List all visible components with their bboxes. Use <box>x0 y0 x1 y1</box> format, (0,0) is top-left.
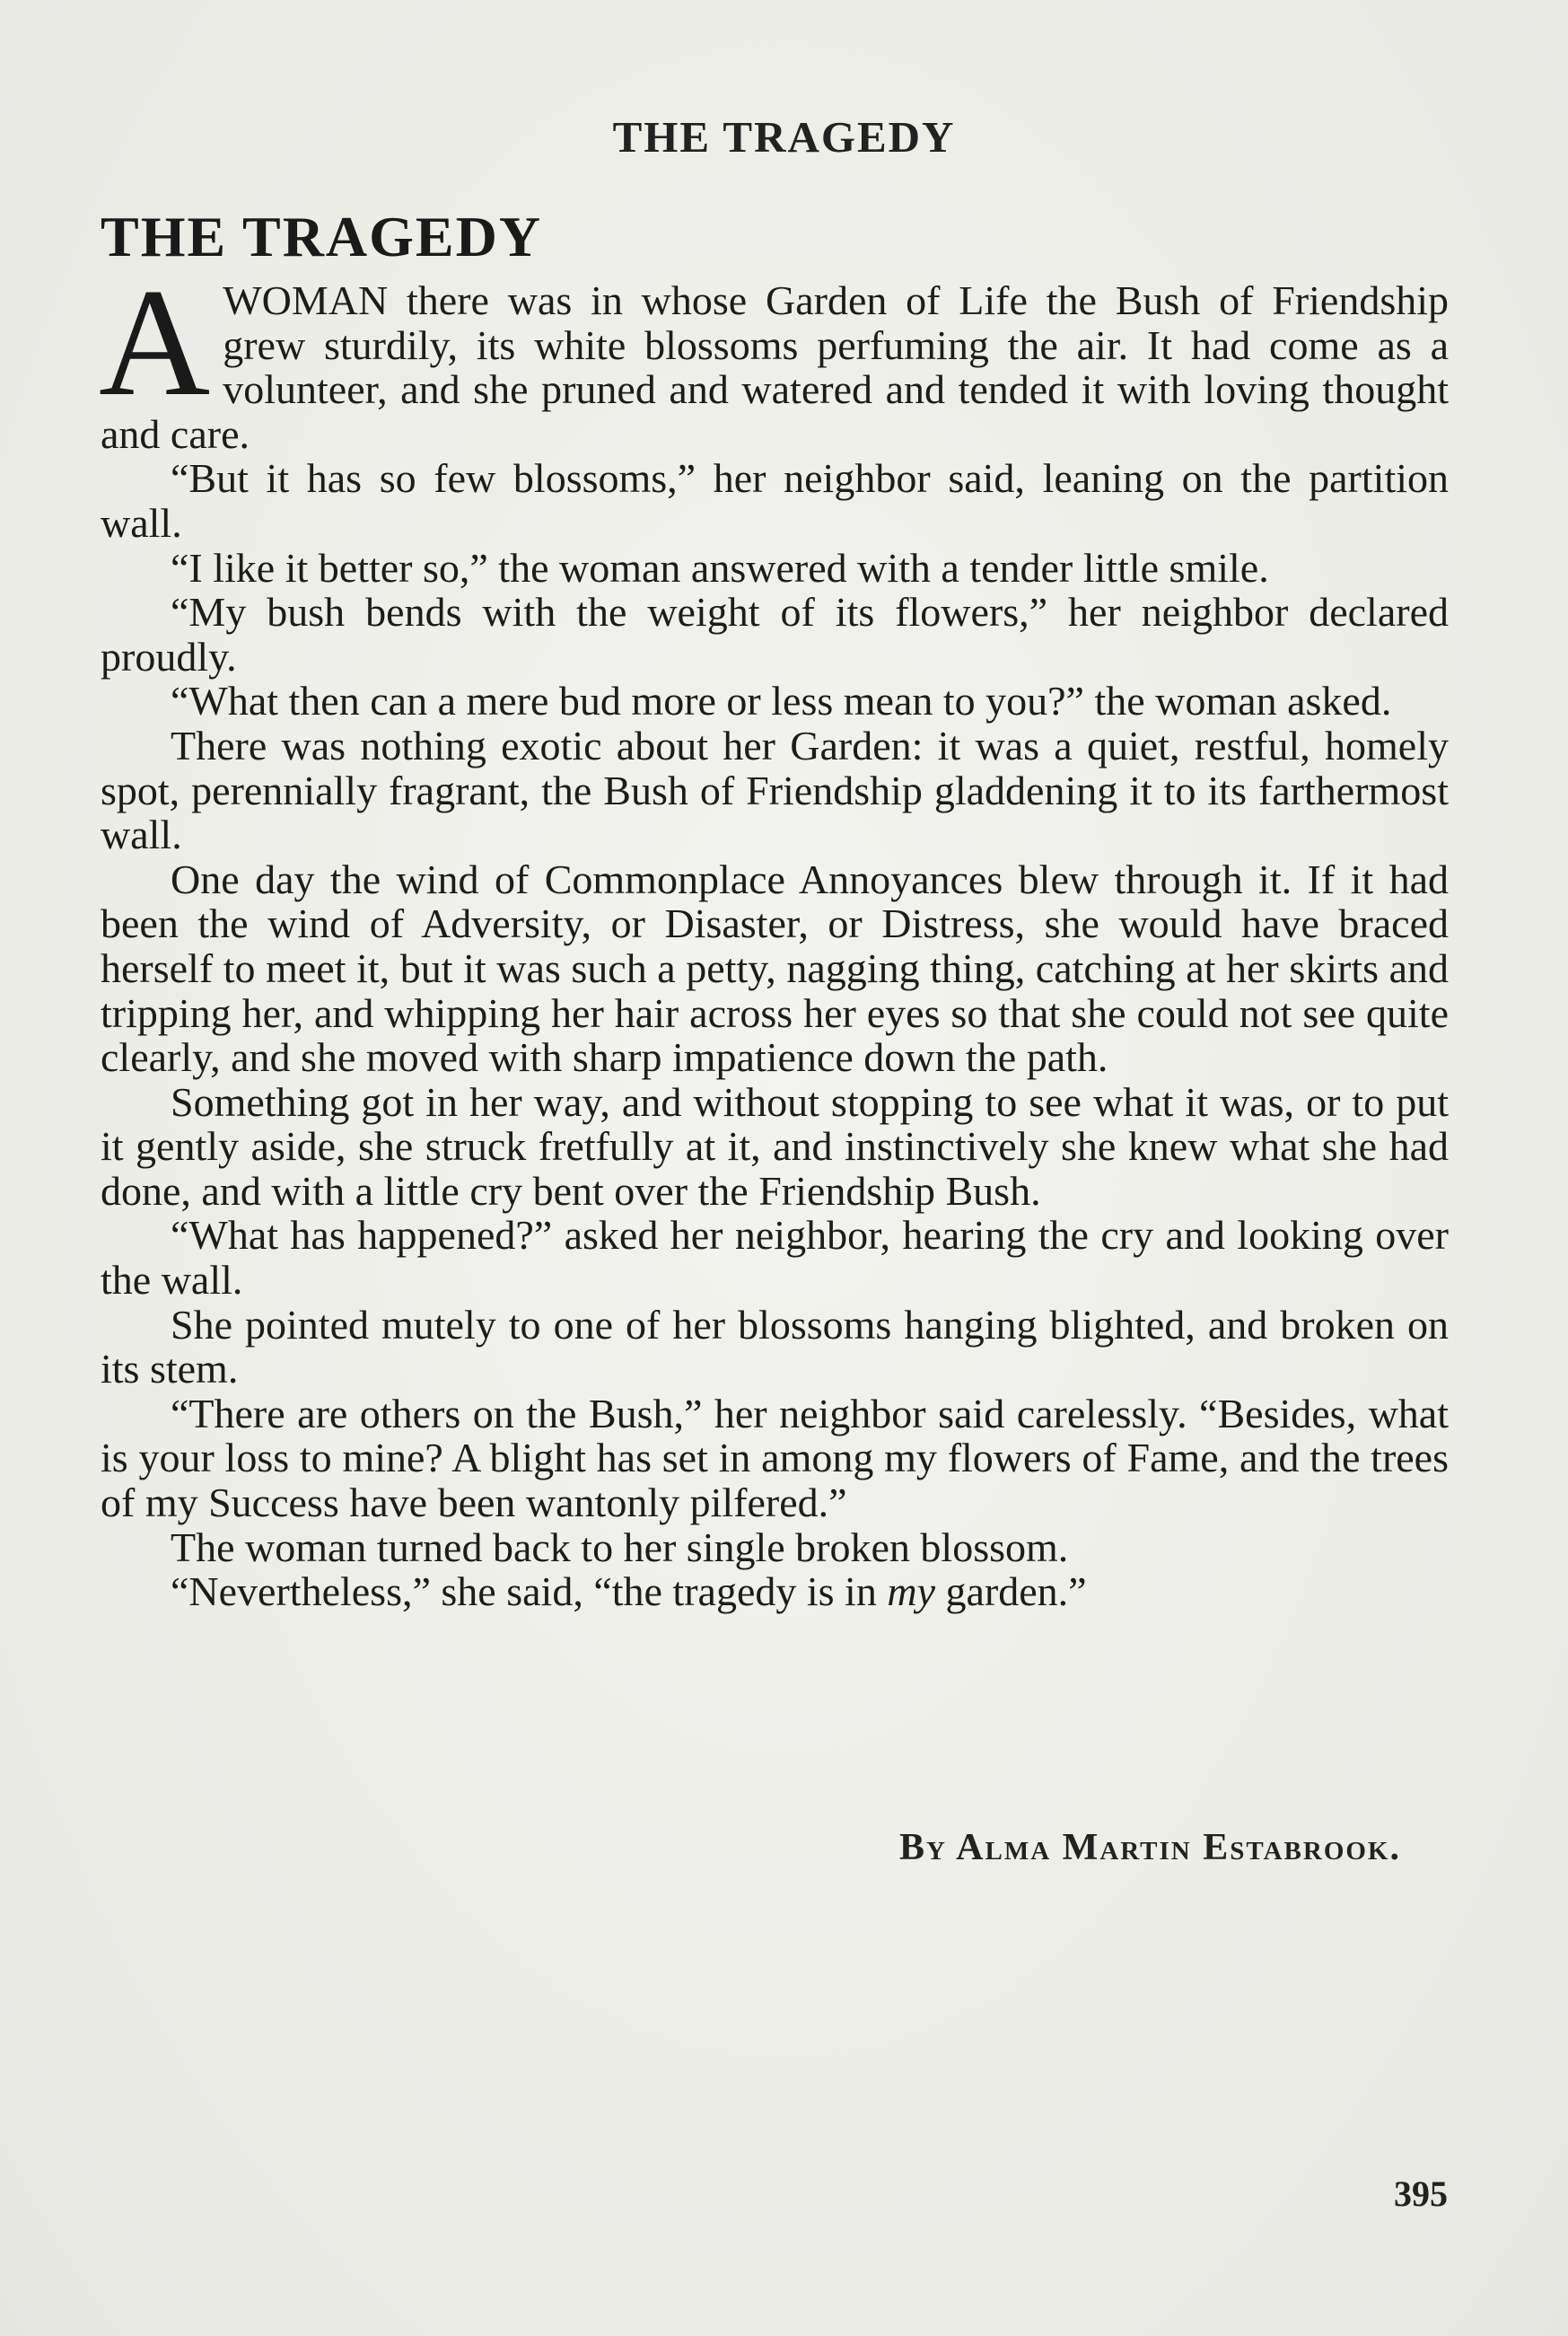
story-title: THE TRAGEDY <box>101 205 543 268</box>
final-paragraph-start: “Nevertheless,” she said, “the tragedy is in <box>171 1568 888 1615</box>
paragraph: “My bush bends with the weight of its flowers,” her neighbor declared proudly. <box>101 589 1449 680</box>
paragraph: There was nothing exotic about her Garden: it was a quiet, restful, homely spot, perennially fragrant, the Bush of Friendship gladdening it to its farthermost wall. <box>101 722 1449 858</box>
paragraph: “What then can a mere bud more or less mean to you?” the woman asked. <box>171 678 1392 725</box>
running-head: THE TRAGEDY <box>612 112 956 162</box>
final-paragraph-end: garden.” <box>934 1568 1087 1615</box>
paragraph: One day the wind of Commonplace Annoyances blew through it. If it had been the wind of Adversity, or Disaster, or Distress, she would have braced herself to meet it, but it was such a petty, nagging thing, catching at her skirts and tripping her, and whipping her hair across her eyes so that she could not see quite clearly, and she moved with sharp impatience down the path. <box>101 856 1449 1081</box>
paragraph: Something got in her way, and without stopping to see what it was, or to put it gently aside, she struck fretfully at it, and instinctively she knew what she had done, and with a little cry bent over the Friendship Bush. <box>101 1078 1449 1214</box>
paragraph-1-text: WOMAN there was in whose Garden of Life the Bush of Friendship grew sturdily, its white blossoms perfuming the air. It had come as a volunteer, and she pruned and watered and tended it with loving thought and care. <box>101 277 1449 457</box>
drop-cap: A <box>99 258 211 428</box>
paragraph: “I like it better so,” the woman answered with a tender little smile. <box>171 544 1269 591</box>
final-paragraph <box>101 1569 1449 1614</box>
paragraph: “There are others on the Bush,” her neighbor said carelessly. “Besides, what is your loss to mine? A blight has set in among my flowers of Fame, and the trees of my Success have been wantonly pilfered.” <box>101 1390 1449 1526</box>
author-byline: By Alma Martin Estabrook. <box>899 1827 1401 1868</box>
page-number: 395 <box>1394 2174 1448 2214</box>
paragraph: The woman turned back to her single broken blossom. <box>171 1524 1069 1570</box>
paragraph: She pointed mutely to one of her blossoms hanging blighted, and broken on its stem. <box>101 1301 1449 1392</box>
emphasized-word: my <box>887 1568 935 1615</box>
paragraph: “What has happened?” asked her neighbor, hearing the cry and looking over the wall. <box>101 1212 1449 1304</box>
story-body <box>99 258 1449 1615</box>
paragraph-1 <box>99 258 1449 457</box>
paragraph: “But it has so few blossoms,” her neighbor said, leaning on the partition wall. <box>101 455 1449 546</box>
